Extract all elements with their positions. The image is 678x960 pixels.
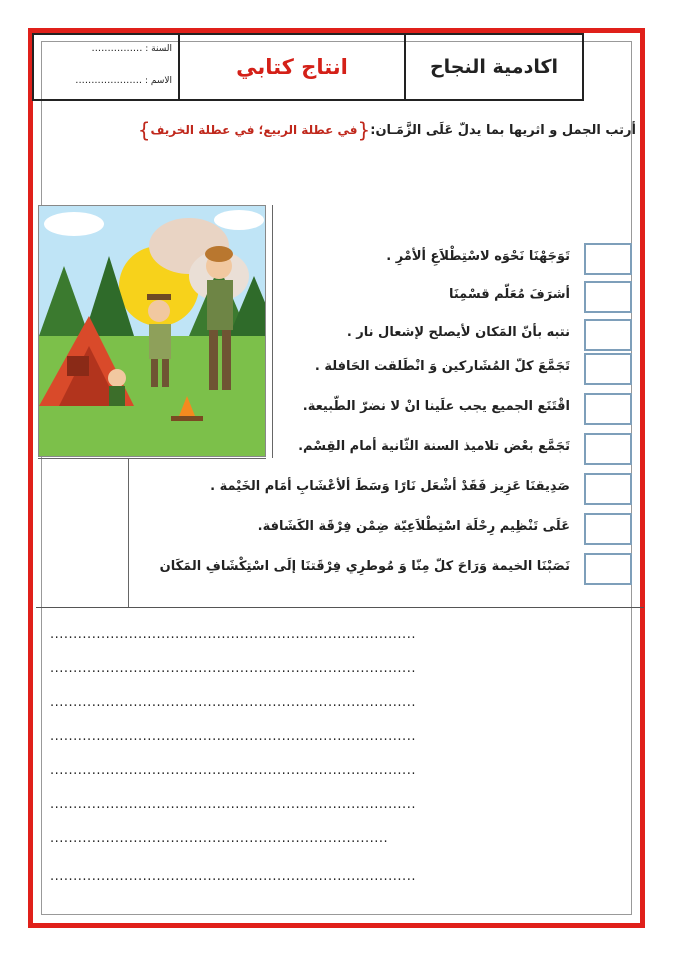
left-column-line xyxy=(128,458,129,608)
sentence-text: نتبه بأنّ المَكان لأيصلح لإشعال نار . xyxy=(346,325,570,340)
close-brace: } xyxy=(137,118,151,142)
list-item xyxy=(130,471,640,507)
list-item xyxy=(130,431,640,467)
name-label: الاسم : xyxy=(144,76,172,86)
list-item xyxy=(130,511,640,547)
list-item xyxy=(130,241,640,277)
list-item xyxy=(130,351,640,387)
year-dots: ................ xyxy=(91,43,143,54)
sentence-text: صَدِيقنَا عَزِيز فَقَدْ أشْعَل نَارًا وَسَطَ ألأعْشَابِ أمَام الخَيْمة . xyxy=(210,479,570,494)
writing-line[interactable]: ............................................................................... xyxy=(50,661,416,675)
page-title: انتاج كتابي xyxy=(236,55,348,79)
order-box[interactable] xyxy=(584,281,632,313)
title-cell xyxy=(180,35,406,99)
writing-line[interactable]: ............................................................................... xyxy=(50,729,416,743)
writing-line[interactable]: ............................................................................... xyxy=(50,695,416,709)
writing-section-divider xyxy=(36,607,644,608)
order-box[interactable] xyxy=(584,473,632,505)
instruction-options: في عطلة الربيع؛ في عطلة الخريف xyxy=(150,123,358,137)
writing-line[interactable]: ............................................................................... xyxy=(50,869,416,883)
academy-cell xyxy=(406,35,582,99)
instruction-text: أرتب الجمل و اثريها بما يدلّ عَلَى الزَّمَـان: xyxy=(370,122,636,138)
order-box[interactable] xyxy=(584,393,632,425)
sentence-text: اقْتَنَع الجميع يجب علَينا انْ لا نضرّ الطّبيعة. xyxy=(302,399,570,414)
sentence-text: تَجَمَّع بعْض تلاميذ السنة الثّانية أمام القِسْم. xyxy=(298,439,570,454)
order-box[interactable] xyxy=(584,513,632,545)
order-box[interactable] xyxy=(584,243,632,275)
writing-line[interactable]: ............................................................................... xyxy=(50,627,416,641)
student-info-cell xyxy=(34,35,180,99)
year-label: السنة : xyxy=(145,44,172,54)
year-field[interactable] xyxy=(92,43,172,54)
writing-line[interactable]: ............................................................................... xyxy=(50,763,416,777)
order-box[interactable] xyxy=(584,319,632,351)
list-item xyxy=(130,317,640,353)
sentence-text: أشرَفَ مُعَلّم قسْمِنَا xyxy=(448,287,570,302)
sentence-text: عَلَى تَنْظِيم رِحْلَة اسْتِطْلاَعِيّة ضِمْن فِرْقَة الكَشَافة. xyxy=(257,519,570,534)
list-item xyxy=(130,551,640,587)
writing-line[interactable]: ......................................................................... xyxy=(50,831,389,845)
sentence-text: تَوَجَهْنَا نَحْوَه لاسْتِطْلاَعِ ألأمْرِ . xyxy=(386,249,570,264)
order-box[interactable] xyxy=(584,433,632,465)
list-item xyxy=(130,391,640,427)
sentence-text: نَصَبْنَا الخيمة وَرَاحَ كلّ مِنّا وَ مُوطرِي فِرْقَتنَا إلَى اسْتِكْشَافِ المَكَان xyxy=(159,559,570,574)
name-field[interactable] xyxy=(75,75,172,86)
writing-line[interactable]: ............................................................................... xyxy=(50,797,416,811)
name-dots: ..................... xyxy=(75,75,143,86)
order-box[interactable] xyxy=(584,353,632,385)
instruction xyxy=(138,120,636,140)
order-box[interactable] xyxy=(584,553,632,585)
academy-name: اكادمية النجاح xyxy=(429,56,559,78)
header-box xyxy=(32,33,584,101)
sentence-text: تَجَمَّعَ كلّ المُشَاركين وَ انْطَلقت الحَافلة . xyxy=(314,359,570,374)
open-brace: { xyxy=(357,118,371,142)
list-item xyxy=(130,279,640,315)
